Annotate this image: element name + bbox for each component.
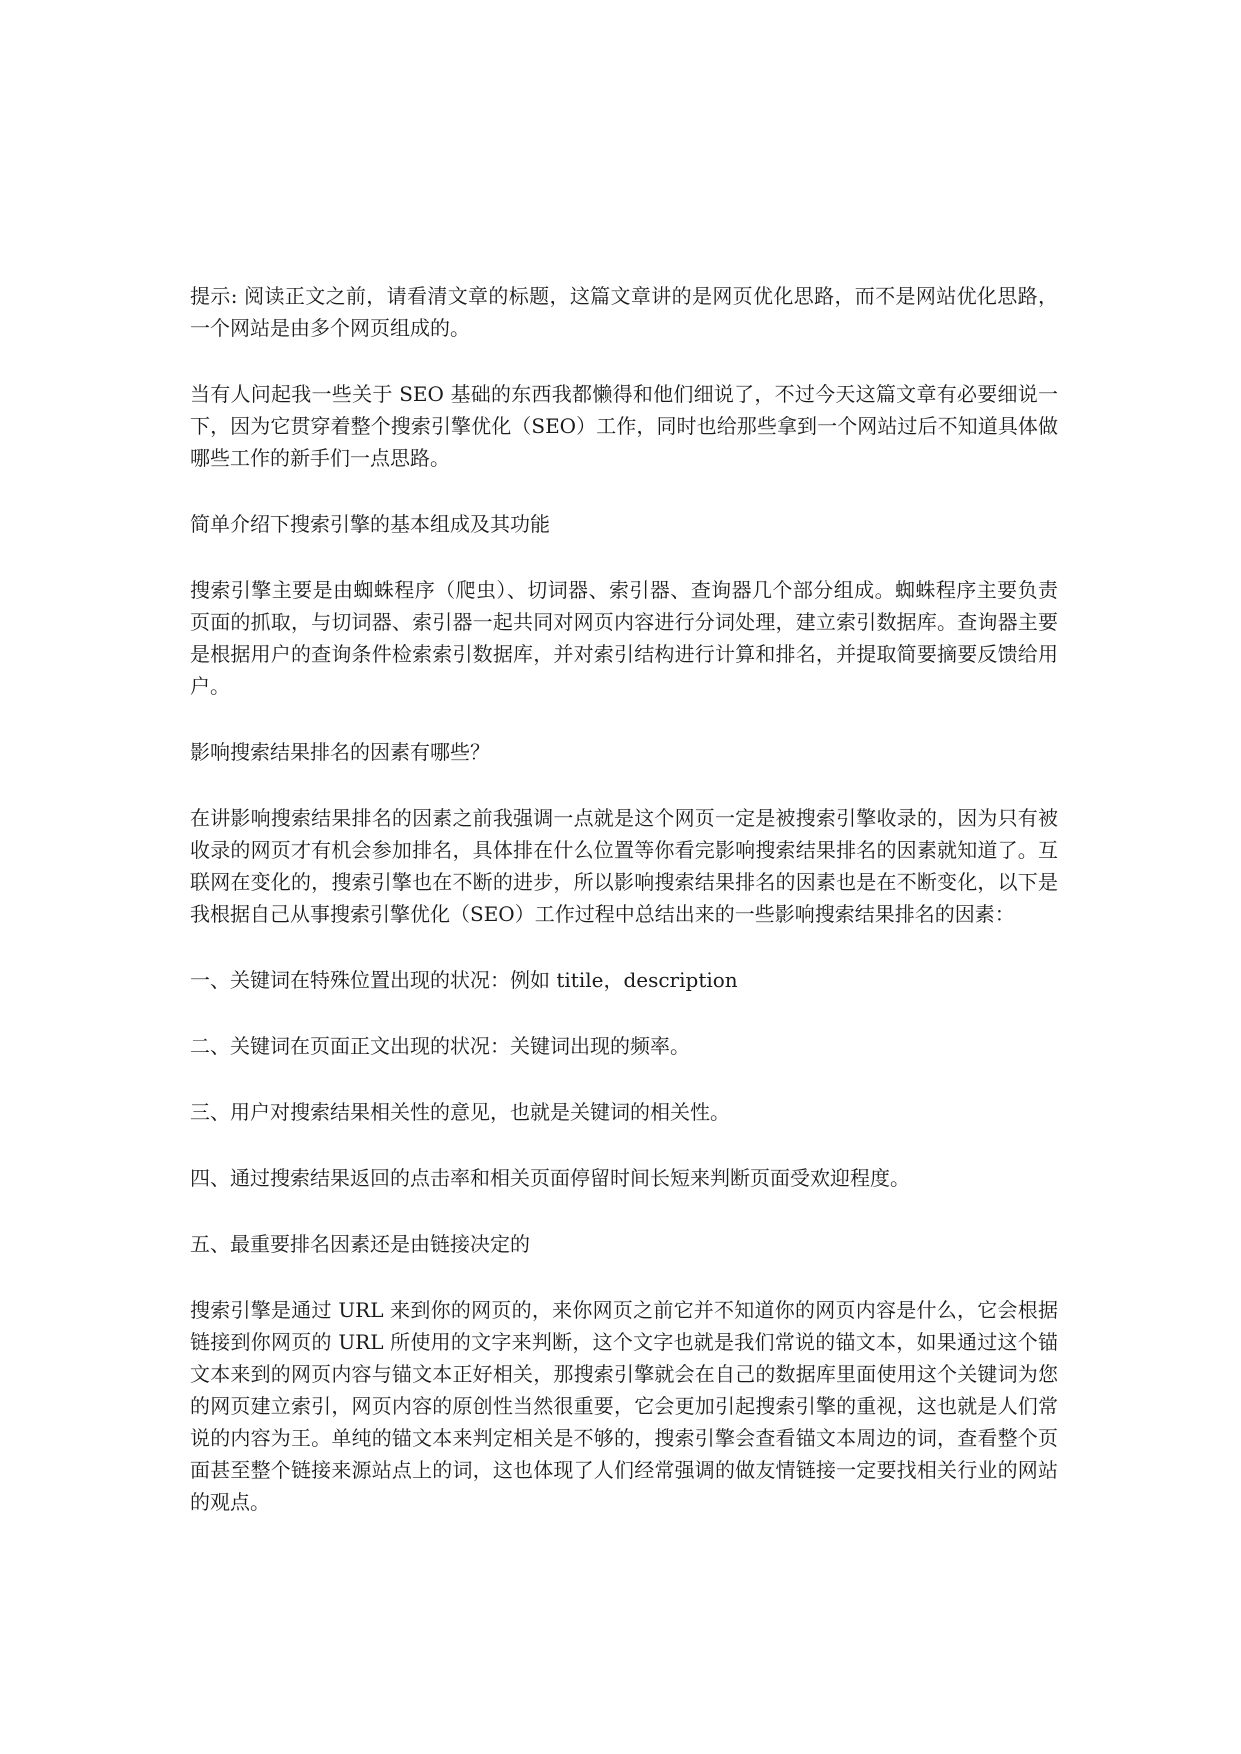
document-body xyxy=(190,280,1058,1552)
factor-item-5: 五、最重要排名因素还是由链接决定的 xyxy=(190,1232,530,1256)
factor-item-3: 三、用户对搜索结果相关性的意见，也就是关键词的相关性。 xyxy=(190,1100,730,1124)
tip-paragraph: 提示: 阅读正文之前，请看清文章的标题，这篇文章讲的是网页优化思路，而不是网站优化思路，一个网站是由多个网页组成的。 xyxy=(190,284,1058,340)
ranking-factors-intro-paragraph: 在讲影响搜索结果排名的因素之前我强调一点就是这个网页一定是被搜索引擎收录的，因为只有被收录的网页才有机会参加排名，具体排在什么位置等你看完影响搜索结果排名的因素就知道了。互联网在变化的，搜索引擎也在不断的进步，所以影响搜索结果排名的因素也是在不断变化，以下是我根据自己从事搜索引擎优化（SEO）工作过程中总结出来的一些影响搜索结果排名的因素： xyxy=(190,806,1058,926)
link-anchor-text-paragraph: 搜索引擎是通过 URL 来到你的网页的，来你网页之前它并不知道你的网页内容是什么，它会根据链接到你网页的 URL 所使用的文字来判断，这个文字也就是我们常说的锚文本，如果通过这个锚文本来到的网页内容与锚文本正好相关，那搜索引擎就会在自己的数据库里面使用这个关键词为您的网页建立索引，网页内容的原创性当然很重要，它会更加引起搜索引擎的重视，这也就是人们常说的内容为王。单纯的锚文本来判定相关是不够的，搜索引擎会查看锚文本周边的词，查看整个页面甚至整个链接来源站点上的词，这也体现了人们经常强调的做友情链接一定要找相关行业的网站的观点。 xyxy=(190,1298,1058,1514)
engine-components-paragraph: 搜索引擎主要是由蜘蛛程序（爬虫）、切词器、索引器、查询器几个部分组成。蜘蛛程序主要负责页面的抓取，与切词器、索引器一起共同对网页内容进行分词处理，建立索引数据库。查询器主要是根据用户的查询条件检索索引数据库，并对索引结构进行计算和排名，并提取简要摘要反馈给用户。 xyxy=(190,578,1058,698)
factor-item-4: 四、通过搜索结果返回的点击率和相关页面停留时间长短来判断页面受欢迎程度。 xyxy=(190,1166,910,1190)
factor-item-2: 二、关键词在页面正文出现的状况：关键词出现的频率。 xyxy=(190,1034,690,1058)
factor-item-1: 一、关键词在特殊位置出现的状况：例如 titile，description xyxy=(190,968,738,992)
section-heading-ranking-factors: 影响搜索结果排名的因素有哪些？ xyxy=(190,740,490,764)
section-heading-engine-components: 简单介绍下搜索引擎的基本组成及其功能 xyxy=(190,512,550,536)
intro-paragraph: 当有人问起我一些关于 SEO 基础的东西我都懒得和他们细说了，不过今天这篇文章有必要细说一下，因为它贯穿着整个搜索引擎优化（SEO）工作，同时也给那些拿到一个网站过后不知道具体做哪些工作的新手们一点思路。 xyxy=(190,382,1058,470)
